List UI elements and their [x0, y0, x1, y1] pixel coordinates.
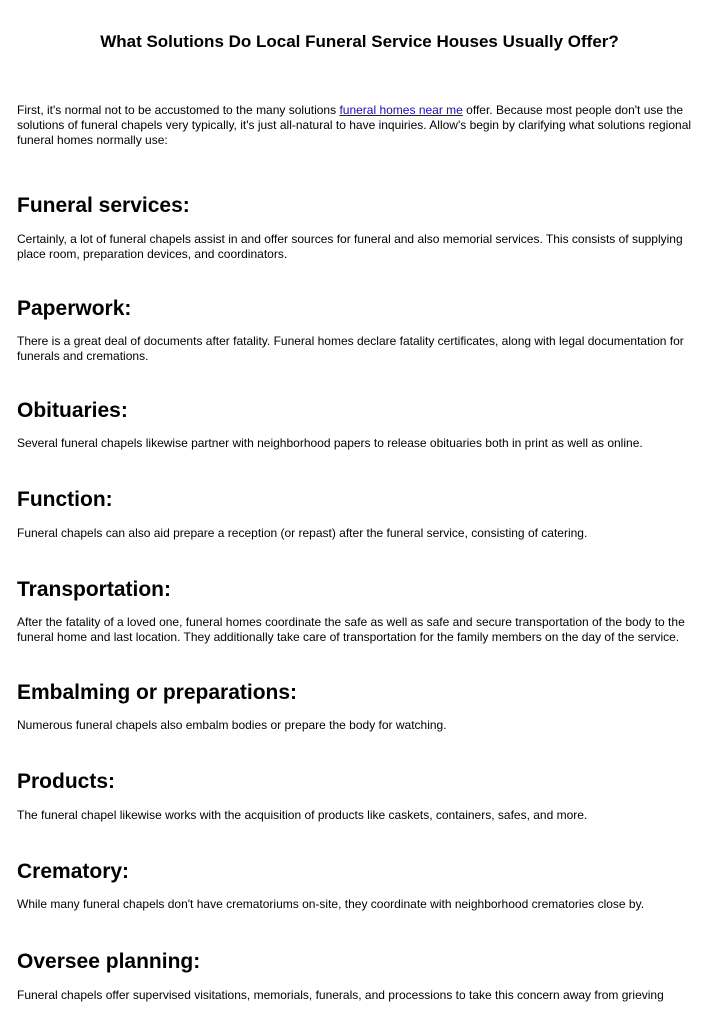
- intro-paragraph: [17, 103, 707, 148]
- section-text-embalming: Numerous funeral chapels also embalm bodies or prepare the body for watching.: [17, 718, 447, 732]
- section-text-obituaries: Several funeral chapels likewise partner with neighborhood papers to release obituaries both in print as well as online.: [17, 436, 643, 450]
- section-heading-obituaries: Obituaries:: [17, 399, 128, 422]
- section-heading-paperwork: Paperwork:: [17, 297, 132, 320]
- section-text-funeral-services: Certainly, a lot of funeral chapels assist in and offer sources for funeral and also memorial services. This consists of supplying place room, preparation devices, and coordinators.: [17, 232, 683, 261]
- page-title: What Solutions Do Local Funeral Service Houses Usually Offer?: [100, 32, 619, 51]
- intro-text-before-link: First, it's normal not to be accustomed to the many solutions: [17, 103, 340, 117]
- section-text-function: Funeral chapels can also aid prepare a reception (or repast) after the funeral service, consisting of catering.: [17, 526, 588, 540]
- section-heading-oversee-planning: Oversee planning:: [17, 950, 201, 973]
- section-text-products: The funeral chapel likewise works with the acquisition of products like caskets, containers, safes, and more.: [17, 808, 588, 822]
- section-heading-embalming: Embalming or preparations:: [17, 681, 298, 704]
- section-text-oversee-planning: Funeral chapels offer supervised visitations, memorials, funerals, and processions to take this concern away from grieving: [17, 988, 664, 1002]
- funeral-homes-near-me-link[interactable]: funeral homes near me: [339, 103, 463, 117]
- section-heading-function: Function:: [17, 488, 113, 511]
- section-text-crematory: While many funeral chapels don't have crematoriums on-site, they coordinate with neighborhood crematories close by.: [17, 897, 645, 911]
- section-heading-funeral-services: Funeral services:: [17, 194, 190, 217]
- section-heading-transportation: Transportation:: [17, 578, 172, 601]
- section-heading-crematory: Crematory:: [17, 860, 130, 883]
- section-heading-products: Products:: [17, 770, 116, 793]
- intro-text-after-link: offer. Because most people don't use the solutions of funeral chapels very typically, it's just all-natural to have inquiries. Allow's begin by clarifying what solutions regional funeral homes normally use:: [17, 103, 692, 147]
- section-text-paperwork: There is a great deal of documents after fatality. Funeral homes declare fatality certificates, along with legal documentation for funerals and cremations.: [17, 334, 684, 363]
- section-text-transportation: After the fatality of a loved one, funeral homes coordinate the safe as well as safe and secure transportation of the body to the funeral home and last location. They additionally take care of transportation for the family members on the day of the service.: [17, 615, 685, 644]
